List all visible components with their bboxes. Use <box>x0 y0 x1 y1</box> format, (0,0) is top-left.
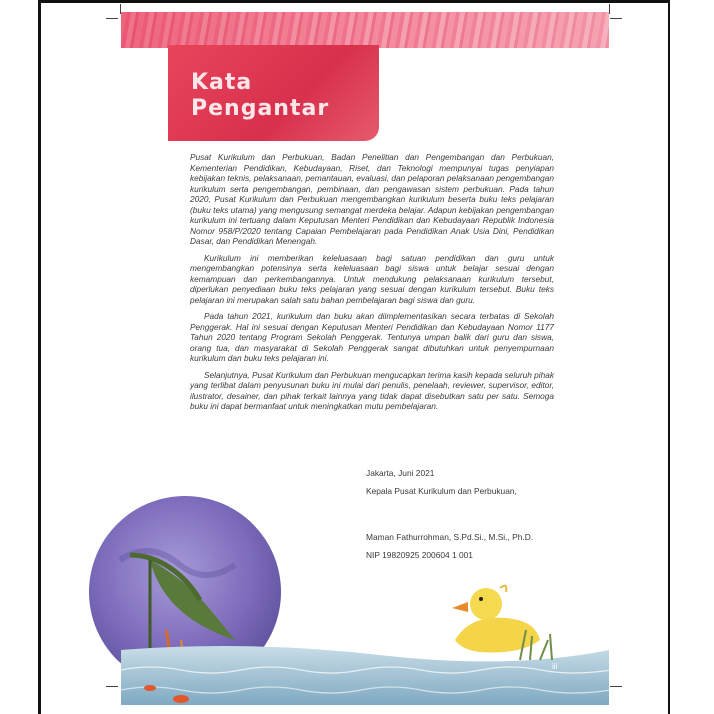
signature-place-date: Jakarta, Juni 2021 <box>366 468 435 478</box>
paragraph-3: Pada tahun 2021, kurikulum dan buku akan diimplementasikan secara terbatas di Sekolah Penggerak. Hal ini sesuai dengan Keputusan Menteri Pendidikan dan Kebudayaan Nomor 1177 Tahun 2020 tentang Program Sekolah Penggerak. Tentunya umpan balik dari guru dan siswa, orang tua, dan masyarakat di Sekolah Penggerak sangat dibutuhkan untuk penyempurnaan kurikulum dan buku teks pelajaran ini. <box>190 311 554 363</box>
title-line-1: Kata <box>191 70 253 95</box>
signature-nip: NIP 19820925 200604 1 001 <box>366 550 473 560</box>
fish-illustration <box>144 685 156 691</box>
water-surface <box>121 646 609 705</box>
paragraph-2: Kurikulum ini memberikan keleluasaan bagi satuan pendidikan dan guru untuk mengembangkan potensinya serta keleluasaan bagi siswa untuk belajar sesuai dengan kemampuan dan perkembangannya. Untuk mendukung pelaksanaan kurikulum tersebut, diperlukan penyediaan buku teks pelajaran yang sesuai dengan kurikulum tersebut. Buku teks pelajaran ini merupakan salah satu bahan pembelajaran bagi siswa dan guru. <box>190 252 554 305</box>
fish-illustration <box>173 695 189 703</box>
paragraph-4: Selanjutnya, Pusat Kurikulum dan Perbukuan mengucapkan terima kasih kepada seluruh pihak yang terlibat dalam penyusunan buku ini mulai dari penulis, penelaah, reviewer, supervisor, editor, ilustrator, desainer, dan pihak terkait lainnya yang tidak dapat disebutkan satu per satu. Semoga buku ini dapat bermanfaat untuk meningkatkan mutu pembelajaran. <box>190 369 554 411</box>
duck-illustration <box>452 586 540 653</box>
page-number: iii <box>552 662 558 671</box>
title-line-2: Pengantar <box>191 96 330 121</box>
signature-name: Maman Fathurrohman, S.Pd.Si., M.Si., Ph.D. <box>366 532 534 542</box>
paragraph-1: Pusat Kurikulum dan Perbukuan, Badan Penelitian dan Pengembangan dan Perbukuan, Kementerian Pendidikan, Kebudayaan, Riset, dan Teknologi mempunyai tugas penyiapan kebijakan teknis, pelaksanaan, pemantauan, evaluasi, dan pelaporan pelaksanaan pengembangan kurikulum serta pengembangan, pembinaan, dan pengawasan sistem perbukuan. Pada tahun 2020, Pusat Kurikulum dan Perbukuan mengembangkan kurikulum beserta buku teks pelajaran (buku teks utama) yang mengusung semangat merdeka belajar. Adapun kebijakan pengembangan kurikulum ini tertuang dalam Keputusan Menteri Pendidikan dan Kebudayaan Republik Indonesia Nomor 958/P/2020 tentang Capaian Pembelajaran pada Pendidikan Anak Usia Dini, Pendidikan Dasar, dan Pendidikan Menengah. <box>190 152 554 246</box>
signature-position: Kepala Pusat Kurikulum dan Perbukuan, <box>366 486 517 496</box>
